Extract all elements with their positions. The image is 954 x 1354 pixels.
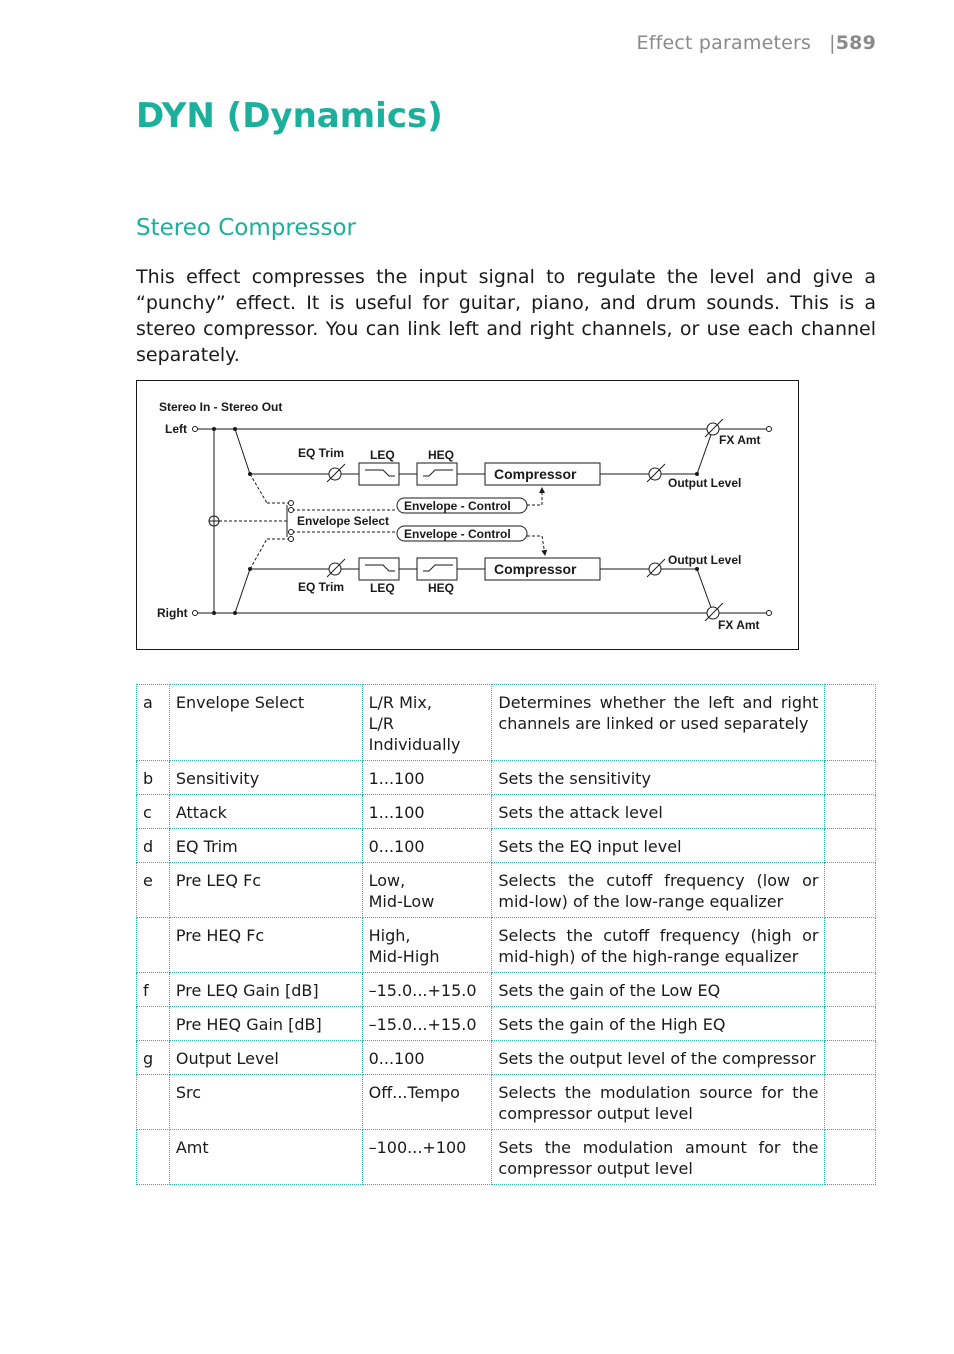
header-separator: |: [829, 32, 836, 54]
page-header: [637, 32, 877, 54]
param-name: Src: [169, 1075, 362, 1130]
param-description: Selects the modulation source for the compressor output level: [492, 1075, 825, 1130]
leq-bottom-icon: [365, 565, 395, 571]
parameter-table: [136, 684, 876, 1185]
param-description: Sets the modulation amount for the compressor output level: [492, 1130, 825, 1185]
param-extra-cell: [825, 1075, 876, 1130]
param-extra-cell: [825, 795, 876, 829]
param-range: [362, 795, 492, 829]
param-description: Sets the output level of the compressor: [492, 1041, 825, 1075]
table-row: [137, 1075, 876, 1130]
envelope-select-label: Envelope Select: [297, 514, 390, 528]
table-row: [137, 685, 876, 761]
param-key: f: [137, 973, 170, 1007]
eq-trim-bottom-label: EQ Trim: [298, 580, 345, 594]
param-name: Amt: [169, 1130, 362, 1185]
param-range: [362, 1041, 492, 1075]
param-range-line: –15.0...+15.0: [368, 1015, 477, 1034]
param-range-line: L/R: [368, 714, 395, 733]
param-key: a: [137, 685, 170, 761]
param-range: [362, 685, 492, 761]
param-range-line: 0...100: [368, 837, 425, 856]
eq-trim-top-label: EQ Trim: [298, 446, 345, 460]
table-row: [137, 761, 876, 795]
param-description: Sets the sensitivity: [492, 761, 825, 795]
param-key: [137, 1130, 170, 1185]
param-name: Sensitivity: [169, 761, 362, 795]
section-name: Effect parameters: [636, 32, 812, 54]
compressor-top-label: Compressor: [494, 466, 577, 482]
param-extra-cell: [825, 1007, 876, 1041]
param-range: [362, 918, 492, 973]
param-range-line: Mid-Low: [368, 892, 435, 911]
param-extra-cell: [825, 685, 876, 761]
fx-amt-bottom-label: FX Amt: [718, 618, 760, 632]
param-range: [362, 1007, 492, 1041]
page-title: DYN (Dynamics): [136, 96, 443, 136]
param-description: Selects the cutoff frequency (high or mid-high) of the high-range equalizer: [492, 918, 825, 973]
param-name: Attack: [169, 795, 362, 829]
output-level-top-label: Output Level: [668, 476, 742, 490]
param-name: Envelope Select: [169, 685, 362, 761]
param-description: Determines whether the left and right channels are linked or used separately: [492, 685, 825, 761]
param-extra-cell: [825, 1130, 876, 1185]
param-extra-cell: [825, 829, 876, 863]
param-description: Sets the gain of the High EQ: [492, 1007, 825, 1041]
right-input-label: Right: [157, 606, 188, 620]
page-number: 589: [835, 32, 876, 54]
heq-top-label: HEQ: [428, 448, 455, 462]
param-range: [362, 973, 492, 1007]
param-description: Sets the gain of the Low EQ: [492, 973, 825, 1007]
output-level-bottom-knob-icon: [647, 559, 665, 577]
param-range: [362, 829, 492, 863]
param-range: [362, 761, 492, 795]
param-range: [362, 1130, 492, 1185]
param-range-line: Mid-High: [368, 947, 440, 966]
envelope-control-top-label: Envelope - Control: [404, 499, 511, 513]
param-name: Pre LEQ Fc: [169, 863, 362, 918]
table-row: [137, 829, 876, 863]
param-extra-cell: [825, 863, 876, 918]
diagram-svg: [137, 381, 800, 651]
eq-trim-bottom-knob-icon: [327, 559, 345, 577]
param-range-line: 0...100: [368, 1049, 425, 1068]
param-key: b: [137, 761, 170, 795]
param-range-line: 1...100: [368, 769, 425, 788]
param-extra-cell: [825, 973, 876, 1007]
param-description: Selects the cutoff frequency (low or mid-low) of the low-range equalizer: [492, 863, 825, 918]
table-row: [137, 918, 876, 973]
param-extra-cell: [825, 918, 876, 973]
param-extra-cell: [825, 1041, 876, 1075]
heq-bottom-label: HEQ: [428, 581, 455, 595]
table-row: [137, 1007, 876, 1041]
output-level-bottom-label: Output Level: [668, 553, 742, 567]
envelope-select-switch: [287, 501, 294, 542]
table-row: [137, 863, 876, 918]
heq-top-icon: [423, 470, 453, 476]
param-description: Sets the EQ input level: [492, 829, 825, 863]
param-range: [362, 863, 492, 918]
leq-top-icon: [365, 470, 395, 476]
param-name: EQ Trim: [169, 829, 362, 863]
param-key: c: [137, 795, 170, 829]
left-input-label: Left: [165, 422, 187, 436]
heq-bottom-icon: [423, 565, 453, 571]
signal-flow-diagram: [136, 380, 799, 650]
table-row: [137, 973, 876, 1007]
param-name: Output Level: [169, 1041, 362, 1075]
param-key: [137, 1075, 170, 1130]
leq-bottom-label: LEQ: [370, 581, 395, 595]
param-description: Sets the attack level: [492, 795, 825, 829]
diagram-title: Stereo In - Stereo Out: [159, 400, 283, 414]
param-name: Pre HEQ Gain [dB]: [169, 1007, 362, 1041]
intro-paragraph: This effect compresses the input signal to regulate the level and give a “punchy” effect. It is useful for guitar, piano, and drum sounds. This is a stereo compressor. You can link left and right channels, or use each channel separately.: [136, 266, 876, 366]
section-heading: Stereo Compressor: [136, 215, 356, 241]
envelope-control-bottom-label: Envelope - Control: [404, 527, 511, 541]
param-key: e: [137, 863, 170, 918]
param-key: d: [137, 829, 170, 863]
table-row: [137, 1041, 876, 1075]
param-range-line: Individually: [368, 735, 461, 754]
param-name: Pre HEQ Fc: [169, 918, 362, 973]
param-range-line: –100...+100: [368, 1138, 467, 1157]
envelope-routing: [250, 474, 545, 569]
table-row: [137, 1130, 876, 1185]
parameter-table-body: [137, 685, 876, 1185]
leq-top-label: LEQ: [370, 448, 395, 462]
param-key: [137, 918, 170, 973]
fx-amt-top-label: FX Amt: [719, 433, 761, 447]
param-range-line: Low,: [368, 871, 406, 890]
param-range-line: High,: [368, 926, 411, 945]
param-range: [362, 1075, 492, 1130]
table-row: [137, 795, 876, 829]
param-range-line: –15.0...+15.0: [368, 981, 477, 1000]
compressor-bottom-label: Compressor: [494, 561, 577, 577]
param-name: Pre LEQ Gain [dB]: [169, 973, 362, 1007]
param-extra-cell: [825, 761, 876, 795]
param-key: g: [137, 1041, 170, 1075]
mix-node: [209, 516, 289, 526]
output-level-top-knob-icon: [647, 464, 665, 482]
eq-trim-top-knob-icon: [327, 464, 345, 482]
param-key: [137, 1007, 170, 1041]
param-range-line: 1...100: [368, 803, 425, 822]
left-channel-path: [193, 427, 772, 614]
param-range-line: Off...Tempo: [368, 1083, 460, 1102]
param-range-line: L/R Mix,: [368, 693, 432, 712]
